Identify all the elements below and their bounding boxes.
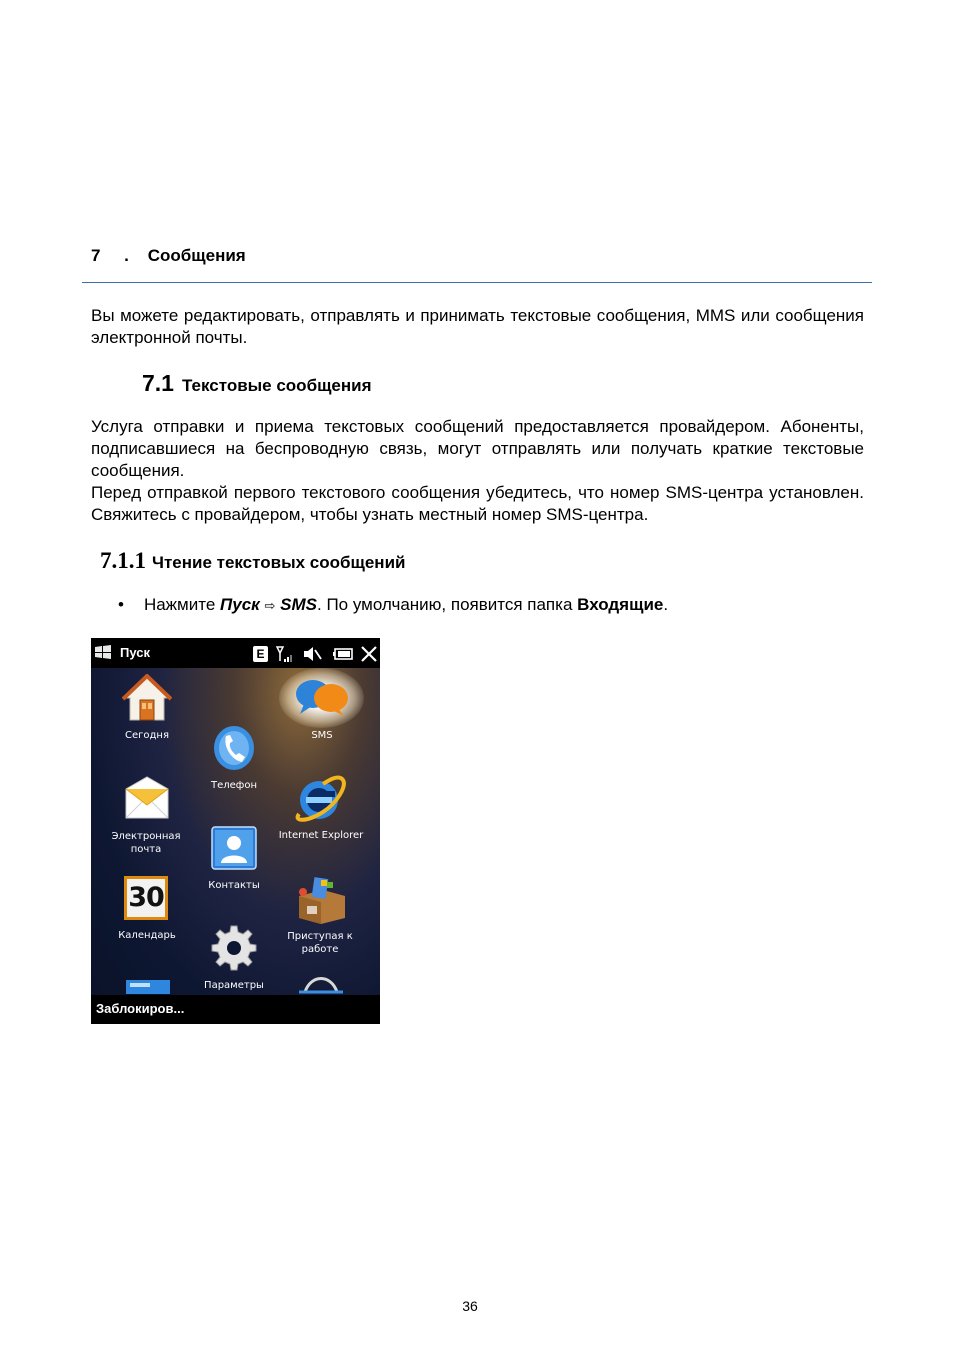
- calendar-icon[interactable]: 30: [124, 876, 168, 920]
- chapter-dot: .: [124, 246, 129, 265]
- subsection-heading: [100, 548, 405, 574]
- app-label-settings: Параметры: [204, 980, 264, 991]
- subsection-title: Чтение текстовых сообщений: [152, 553, 406, 572]
- start-menu-ref: Пуск: [220, 595, 260, 614]
- battery-icon[interactable]: [333, 646, 355, 662]
- app-label-today: Сегодня: [125, 730, 169, 741]
- app-label-email: Электронная почта: [111, 831, 181, 855]
- bullet-end: .: [663, 595, 669, 614]
- bullet-marker: •: [118, 595, 124, 614]
- app-label-ie: Internet Explorer: [278, 830, 364, 841]
- app-label-calendar: Календарь: [118, 930, 176, 941]
- email-envelope-icon[interactable]: [124, 775, 170, 821]
- section-heading: [142, 370, 372, 397]
- partial-app-icon[interactable]: [124, 976, 172, 994]
- intro-paragraph: Вы можете редактировать, отправлять и принимать текстовые сообщения, MMS или сообщения электронной почты.: [91, 306, 864, 347]
- sms-bubbles-icon[interactable]: [294, 678, 350, 718]
- getting-started-box-icon[interactable]: [293, 874, 349, 924]
- volume-muted-icon[interactable]: [302, 644, 322, 664]
- phone-handset-icon[interactable]: [211, 724, 257, 772]
- sms-ref: SMS: [280, 595, 317, 614]
- app-label-sms: SMS: [311, 730, 333, 741]
- sms-center-paragraph: Перед отправкой первого текстового сообщения убедитесь, что номер SMS-центра установлен. Свяжитесь с провайдером, чтобы узнать местный номер SMS-центра.: [91, 483, 864, 524]
- signal-icon[interactable]: [275, 644, 297, 664]
- subsection-number: 7.1.1: [100, 548, 146, 573]
- section-title: Текстовые сообщения: [181, 376, 372, 395]
- chapter-number: 7: [91, 246, 101, 265]
- lock-softkey[interactable]: Заблокиров...: [96, 1001, 185, 1016]
- section-number: 7.1: [142, 370, 174, 396]
- internet-explorer-icon[interactable]: [293, 774, 349, 826]
- app-label-phone: Телефон: [210, 780, 257, 791]
- today-house-icon[interactable]: [122, 674, 172, 724]
- chapter-title: Сообщения: [147, 246, 246, 265]
- heading-rule: [82, 282, 872, 283]
- windows-logo-icon[interactable]: [94, 644, 112, 660]
- app-label-contacts: Контакты: [208, 880, 260, 891]
- bullet-middle: . По умолчанию, появится папка: [317, 595, 578, 614]
- service-paragraph: Услуга отправки и приема текстовых сообщений предоставляется провайдером. Абоненты, подписавшиеся на беспроводную связь, могут отправлять или получать краткие текстовые сообщения.: [91, 417, 864, 480]
- settings-gear-icon[interactable]: [210, 924, 258, 972]
- start-title[interactable]: Пуск: [120, 645, 150, 660]
- contacts-icon[interactable]: [210, 825, 258, 871]
- inbox-ref: Входящие: [577, 595, 664, 614]
- phone-screenshot: [91, 638, 380, 1024]
- page-number: 36: [462, 1298, 478, 1314]
- app-label-getting-started: Приступая к работе: [287, 931, 353, 955]
- instruction-bullet: [118, 595, 668, 615]
- partial-app-icon-2[interactable]: [297, 972, 345, 994]
- arrow-icon: ⇨: [264, 599, 276, 614]
- close-icon[interactable]: [360, 645, 378, 663]
- edge-icon: E: [253, 646, 268, 662]
- bullet-prefix: Нажмите: [143, 595, 221, 614]
- chapter-heading: [91, 246, 246, 266]
